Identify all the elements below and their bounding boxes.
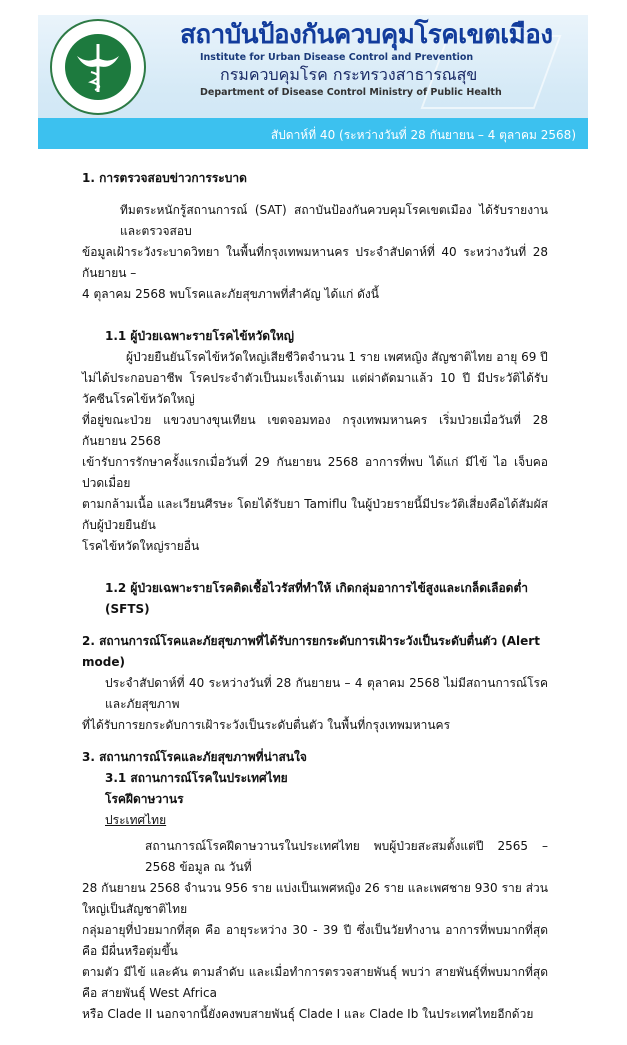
paragraph-line: โรคไข้หวัดใหญ่รายอื่น [82,539,200,553]
paragraph-line: ที่อยู่ขณะป่วย แขวงบางขุนเทียน เขตจอมทอง กรุงเทพมหานคร เริ่มป่วยเมื่อวันที่ 28 กันยายน 2568 [82,413,548,448]
section-1-1-heading: 1.1 ผู้ป่วยเฉพาะรายโรคไข้หวัดใหญ่ [105,329,295,343]
paragraph-line: ไม่ได้ประกอบอาชีพ โรคประจำตัวเป็นมะเร็งเต้านม แต่ผ่าตัดมาแล้ว 10 ปี มีประวัติได้รับวัคซีนโรคไข้หวัดใหญ่ [82,371,548,406]
department-title-th: กรมควบคุมโรค กระทรวงสาธารณสุข [220,65,478,84]
ministry-seal-logo [50,19,146,115]
paragraph-line: 4 ตุลาคม 2568 พบโรคและภัยสุขภาพที่สำคัญ ได้แก่ ดังนี้ [82,287,379,301]
paragraph-line: ที่ได้รับการยกระดับการเฝ้าระวังเป็นระดับตื่นตัว ในพื้นที่กรุงเทพมหานคร [82,718,451,732]
country-subheading: ประเทศไทย [105,813,167,827]
week-label: สัปดาห์ที่ 40 (ระหว่างวันที่ 28 กันยายน – 4 ตุลาคม 2568) [270,128,576,142]
section-3-heading: 3. สถานการณ์โรคและภัยสุขภาพที่น่าสนใจ [82,750,307,764]
section-1-2-heading: 1.2 ผู้ป่วยเฉพาะรายโรคติดเชื้อไวรัสที่ทำให้ เกิดกลุ่มอาการไข้สูงและเกล็ดเลือดต่ำ (SFTS) [105,581,528,616]
paragraph-line: ประจำสัปดาห์ที่ 40 ระหว่างวันที่ 28 กันยายน – 4 ตุลาคม 2568 ไม่มีสถานการณ์โรคและภัยสุขภาพ [105,676,548,711]
disease-heading: โรคฝีดาษวานร [105,792,184,806]
department-title-en: Department of Disease Control Ministry of Public Health [200,87,502,98]
paragraph-line: เข้ารับการรักษาครั้งแรกเมื่อวันที่ 29 กันยายน 2568 อาการที่พบ ได้แก่ มีไข้ ไอ เจ็บคอ ปวดเมื่อย [82,455,548,490]
paragraph-line: กลุ่มอายุที่ป่วยมากที่สุด คือ อายุระหว่าง 30 - 39 ปี ซึ่งเป็นวัยทำงาน อาการที่พบมากที่สุดคือ มีผื่นหรือตุ่มขึ้น [82,923,548,958]
paragraph-line: หรือ Clade II นอกจากนี้ยังคงพบสายพันธุ์ Clade I และ Clade Ib ในประเทศไทยอีกด้วย [82,1007,534,1021]
paragraph-line: สถานการณ์โรคฝีดาษวานรในประเทศไทย พบผู้ป่วยสะสมตั้งแต่ปี 2565 – 2568 ข้อมูล ณ วันที่ [145,839,548,874]
section-3-1-heading: 3.1 สถานการณ์โรคในประเทศไทย [105,771,288,785]
section-2-heading: 2. สถานการณ์โรคและภัยสุขภาพที่ได้รับการยกระดับการเฝ้าระวังเป็นระดับตื่นตัว (Alert mode) [82,634,540,669]
week-band [38,118,588,149]
paragraph-line: 28 กันยายน 2568 จำนวน 956 ราย แบ่งเป็นเพศหญิง 26 ราย และเพศชาย 930 ราย ส่วนใหญ่เป็นสัญชาติไทย [82,881,548,916]
paragraph-line: ข้อมูลเฝ้าระวังระบาดวิทยา ในพื้นที่กรุงเทพมหานคร ประจำสัปดาห์ที่ 40 ระหว่างวันที่ 28 กันยายน – [82,245,548,280]
paragraph-line: ทีมตระหนักรู้สถานการณ์ (SAT) สถาบันป้องกันควบคุมโรคเขตเมือง ได้รับรายงานและตรวจสอบ [120,203,548,238]
document-body [0,149,627,1045]
institute-title-en: Institute for Urban Disease Control and Prevention [200,52,474,63]
institute-title-th: สถาบันป้องกันควบคุมโรคเขตเมือง [180,20,553,50]
paragraph-line: ผู้ป่วยยืนยันโรคไข้หวัดใหญ่เสียชีวิตจำนวน 1 ราย เพศหญิง สัญชาติไทย อายุ 69 ปี [126,350,548,364]
paragraph-line: ตามกล้ามเนื้อ และเวียนศีรษะ โดยได้รับยา Tamiflu ในผู้ป่วยรายนี้มีประวัติเสี่ยงคือได้สัมผัสกับผู้ป่วยยืนยัน [82,497,548,532]
section-1-heading: 1. การตรวจสอบข่าวการระบาด [82,171,247,185]
caduceus-icon [65,34,131,100]
paragraph-line: ตามตัว มีไข้ และคัน ตามลำดับ และเมื่อทำการตรวจสายพันธุ์ พบว่า สายพันธุ์ที่พบมากที่สุด คือ สายพันธุ์ West Africa [82,965,548,1000]
header-banner [38,15,588,149]
